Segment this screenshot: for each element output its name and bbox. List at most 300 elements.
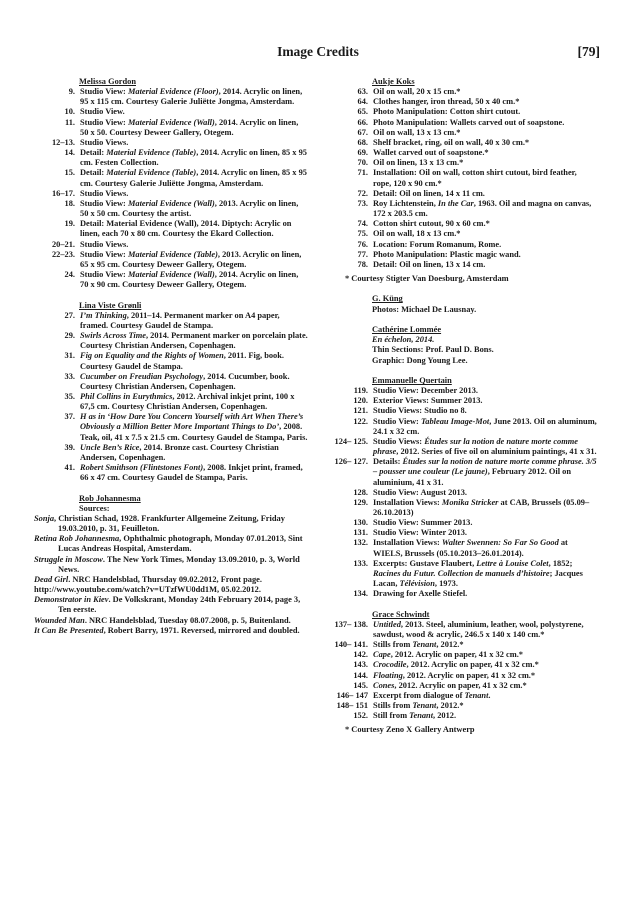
credit-text: , Christian Schad, 1928. Frankfurter Allgemeine Zeitung, Friday 19.03.2010, p. 31, Feuilleton. bbox=[54, 514, 285, 534]
entry-number: 75. bbox=[357, 229, 368, 239]
work-title: Tenant bbox=[409, 711, 434, 721]
work-title: Swirls Across Time bbox=[80, 331, 146, 341]
entry-number: 29. bbox=[64, 331, 75, 341]
entry-text bbox=[368, 528, 597, 538]
credit-text: , 2014. Acrylic on linen, 95 x 115 cm. Courtesy Galerie Juliëtte Jongma, Amsterdam. bbox=[80, 87, 303, 107]
entry-number: 128. bbox=[353, 487, 368, 497]
entry-number: 137– 138. bbox=[334, 619, 368, 629]
work-title: Sonja bbox=[34, 514, 55, 523]
credit-text: at WIELS, Brussels (05.10.2013–26.01.2014). bbox=[373, 538, 568, 558]
credit-entry bbox=[327, 437, 597, 457]
credit-entry bbox=[34, 463, 308, 483]
credit-text: Studio View: bbox=[80, 198, 128, 208]
entry-text bbox=[368, 229, 597, 239]
entry-text bbox=[368, 406, 597, 416]
entry-text bbox=[368, 488, 597, 498]
sources-list bbox=[34, 514, 308, 636]
credit-text: Installation Views: bbox=[373, 538, 442, 548]
source-item bbox=[34, 575, 308, 585]
credit-text: , Robert Barry, 1971. Reversed, mirrored and doubled. bbox=[103, 625, 300, 635]
entry-text bbox=[368, 691, 597, 701]
entry-text bbox=[368, 518, 597, 528]
entry-text bbox=[75, 311, 308, 331]
entry-number: 76. bbox=[357, 239, 368, 249]
credit-text: , 2014. Acrylic on linen, 50 x 50. Courtesy Deweer Gallery, Otegem. bbox=[80, 117, 299, 137]
credit-entry bbox=[327, 107, 597, 117]
credit-text: Shelf bracket, ring, oil on wall, 40 x 30 cm.* bbox=[373, 137, 530, 147]
entry-number: 22–23. bbox=[51, 249, 75, 259]
credit-entry bbox=[327, 518, 597, 528]
credit-entry bbox=[34, 372, 308, 392]
section-kung bbox=[327, 294, 597, 314]
credit-text: Studio View. bbox=[80, 107, 125, 117]
section-schwindt bbox=[327, 610, 597, 736]
credit-entry bbox=[34, 138, 308, 148]
entry-text bbox=[368, 219, 597, 229]
left-column bbox=[34, 77, 308, 646]
entry-text bbox=[75, 412, 308, 442]
credit-entry bbox=[34, 443, 308, 463]
work-title: Racines du Futur. Collection de manuels d’histoire bbox=[373, 568, 550, 578]
credit-line: Photos: Michael De Lausnay. bbox=[372, 304, 477, 314]
credit-list bbox=[327, 620, 597, 722]
section-heading: Grace Schwindt bbox=[372, 609, 430, 619]
entry-number: 16–17. bbox=[51, 188, 75, 198]
credit-entry bbox=[327, 240, 597, 250]
credit-entry bbox=[327, 386, 597, 396]
work-title: Robert Smithson (Flintstones Font) bbox=[80, 463, 204, 473]
section-heading: Emmanuelle Quertain bbox=[372, 375, 452, 385]
credit-text: , 2012.* bbox=[436, 701, 464, 711]
credit-entry bbox=[34, 240, 308, 250]
credit-text: , 2012. Archival inkjet print, 100 x 67,5 cm. Courtesy Christian Andersen, Copenhagen. bbox=[80, 391, 295, 412]
entry-number: 19. bbox=[64, 219, 75, 229]
entry-text bbox=[368, 640, 597, 650]
credit-text: Studio View: bbox=[80, 87, 128, 97]
section-gronli bbox=[34, 301, 308, 484]
entry-text bbox=[368, 128, 597, 138]
work-title: Walter Swennen: So Far So Good bbox=[441, 538, 559, 548]
credit-text: Studio View: bbox=[373, 416, 421, 426]
credit-text: Still from bbox=[373, 711, 410, 721]
page-number: [79] bbox=[577, 44, 600, 59]
credit-text: Studio Views. bbox=[80, 239, 129, 249]
work-title: Fig on Equality and the Rights of Women bbox=[80, 351, 224, 361]
entry-number: 20–21. bbox=[51, 239, 75, 249]
work-title: Cape bbox=[373, 650, 391, 660]
entry-number: 66. bbox=[357, 117, 368, 127]
section-johannesma bbox=[34, 494, 308, 636]
credit-entry bbox=[327, 158, 597, 168]
credit-text: Excerpt from dialogue of bbox=[373, 690, 465, 700]
credit-text: Studio View: December 2013. bbox=[373, 386, 478, 396]
credit-text: ; Jacques Lacan, bbox=[373, 568, 583, 589]
credit-entry bbox=[34, 219, 308, 239]
credit-entry bbox=[327, 488, 597, 498]
entry-number: 39. bbox=[64, 442, 75, 452]
right-column bbox=[327, 77, 597, 746]
credit-entry bbox=[327, 148, 597, 158]
work-title: Tenant bbox=[464, 690, 489, 700]
entry-number: 27. bbox=[64, 310, 75, 320]
courtesy-note: * Courtesy Zeno X Gallery Antwerp bbox=[345, 725, 475, 735]
work-title: Material Evidence (Wall) bbox=[127, 117, 215, 127]
credit-entry bbox=[34, 189, 308, 199]
section-koks bbox=[327, 77, 597, 284]
page-title: Image Credits bbox=[277, 44, 359, 59]
entry-text bbox=[368, 87, 597, 97]
entry-number: 69. bbox=[357, 148, 368, 158]
credit-entry bbox=[327, 396, 597, 406]
credit-entry bbox=[327, 640, 597, 650]
work-title: Material Evidence (Wall) bbox=[127, 269, 215, 279]
credit-text: , 2014. Acrylic on linen, 70 x 90 cm. Courtesy Deweer Gallery, Otegem. bbox=[80, 269, 299, 290]
entry-text bbox=[75, 168, 308, 188]
section-heading: Rob Johannesma bbox=[79, 493, 141, 503]
entry-number: 121. bbox=[353, 406, 368, 416]
credit-text: , 2011–14. Permanent marker on A4 paper, framed. Courtesy Gaudel de Stampa. bbox=[80, 310, 280, 330]
entry-number: 129. bbox=[353, 497, 368, 507]
credit-text: , February 2012. Oil on aluminium, 41 x 31. bbox=[373, 467, 571, 487]
entry-number: 33. bbox=[64, 371, 75, 381]
entry-text bbox=[368, 250, 597, 260]
entry-number: 71. bbox=[357, 168, 368, 178]
credit-text: , 2012. bbox=[433, 711, 457, 721]
work-title: Cones bbox=[373, 680, 395, 690]
credit-text: , 2008. Inkjet print, framed, 66 x 47 cm. Courtesy Gaudel de Stampa, Paris. bbox=[80, 463, 303, 483]
entry-text bbox=[368, 199, 597, 219]
entry-number: 70. bbox=[357, 158, 368, 168]
entry-text bbox=[368, 97, 597, 107]
source-item bbox=[34, 616, 308, 626]
credit-text: , 2014. Bronze cast. Courtesy Christian Andersen, Copenhagen. bbox=[80, 442, 279, 462]
credit-text: Studio Views. bbox=[80, 188, 129, 198]
courtesy-note: * Courtesy Stigter Van Doesburg, Amsterdam bbox=[345, 273, 509, 283]
credit-text: Clothes hanger, iron thread, 50 x 40 cm.* bbox=[373, 97, 520, 107]
work-title: Material Evidence (Table) bbox=[127, 249, 218, 259]
credit-line: Graphic: Dong Young Lee. bbox=[372, 355, 468, 365]
credit-entry bbox=[327, 87, 597, 97]
entry-number: 144. bbox=[353, 670, 368, 680]
credit-text: , 2013. Steel, aluminium, leather, wool, polystyrene, sawdust, wood & acrylic, 246.5 x 140 x 140 cm.* bbox=[373, 619, 584, 639]
entry-text bbox=[75, 443, 308, 463]
credit-text: , 2011. Fig, book. Courtesy Gaudel de Stampa. bbox=[80, 351, 284, 371]
section-gordon bbox=[34, 77, 308, 290]
credit-entry bbox=[327, 671, 597, 681]
credit-text: , 2014. Acrylic on linen, 85 x 95 cm. Courtesy Galerie Juliëtte Jongma, Amsterdam. bbox=[80, 168, 307, 188]
entry-number: 15. bbox=[64, 168, 75, 178]
credit-text: Studio View: bbox=[80, 269, 128, 279]
credit-text: at CAB, Brussels (05.09–26.10.2013) bbox=[373, 497, 590, 517]
source-item bbox=[34, 555, 308, 575]
entry-text bbox=[368, 240, 597, 250]
entry-number: 78. bbox=[357, 259, 368, 269]
work-title: I’m Thinking bbox=[80, 310, 127, 320]
work-title: Material Evidence (Table) bbox=[106, 168, 197, 178]
work-title: Phil Collins in Eurythmics bbox=[80, 391, 173, 401]
section-heading: Cathérine Lommée bbox=[372, 325, 442, 335]
section-lommee bbox=[327, 325, 597, 366]
entry-text bbox=[368, 660, 597, 670]
work-title: Demonstrator in Kiev bbox=[34, 595, 109, 605]
entry-text bbox=[75, 138, 308, 148]
entry-number: 142. bbox=[353, 650, 368, 660]
work-title: Études sur la notion de nature morte comme phrase bbox=[373, 436, 578, 457]
entry-text bbox=[75, 392, 308, 412]
credit-text: Studio Views. bbox=[80, 137, 129, 147]
credit-entry bbox=[327, 701, 597, 711]
work-title: Études sur la notion de nature morte comme phrase. 3/5 – pousser une couleur (Le jaune) bbox=[373, 457, 597, 477]
entry-text bbox=[75, 463, 308, 483]
credit-entry bbox=[34, 199, 308, 219]
work-title: H as in ‘How Dare You Concern Yourself with Art When There’s Obviously a Million Better More Important Things to Do’ bbox=[80, 412, 304, 432]
credit-text: Installation Views: bbox=[373, 497, 442, 507]
entry-number: 131. bbox=[353, 528, 368, 538]
entry-number: 126– 127. bbox=[334, 457, 368, 467]
credit-text: , 1963. Oil and magna on canvas, 172 x 203.5 cm. bbox=[373, 198, 592, 219]
entry-text bbox=[75, 219, 308, 239]
work-title: Material Evidence (Wall) bbox=[127, 198, 215, 208]
entry-number: 140– 141. bbox=[334, 640, 368, 650]
work-title: Tenant bbox=[412, 640, 437, 650]
credit-entry bbox=[34, 168, 308, 188]
credit-entry bbox=[327, 168, 597, 188]
work-title: Uncle Ben’s Rice bbox=[80, 442, 140, 452]
entry-text bbox=[368, 681, 597, 691]
credit-entry bbox=[34, 311, 308, 331]
entry-text bbox=[75, 351, 308, 371]
credit-text: http://www.youtube.com/watch?v=UTzfWU0dd1M, 05.02.2012. bbox=[34, 585, 261, 595]
work-title: Crocodile bbox=[373, 660, 407, 670]
entry-number: 9. bbox=[68, 87, 75, 97]
entry-number: 120. bbox=[353, 396, 368, 406]
entry-number: 12–13. bbox=[51, 137, 75, 147]
entry-text bbox=[75, 148, 308, 168]
entry-number: 37. bbox=[64, 412, 75, 422]
credit-text: Photo Manipulation: Cotton shirt cutout. bbox=[373, 107, 521, 117]
source-item bbox=[34, 514, 308, 534]
entry-text bbox=[368, 107, 597, 117]
entry-number: 10. bbox=[64, 107, 75, 117]
credit-text: , 2012. Acrylic on paper, 41 x 32 cm.* bbox=[394, 680, 527, 690]
credit-entry bbox=[327, 219, 597, 229]
entry-text bbox=[368, 559, 597, 589]
work-title: Struggle in Moscow bbox=[34, 554, 103, 564]
credit-text: . NRC Handelsblad, Thursday 09.02.2012, Front page. bbox=[68, 574, 262, 584]
credit-entry bbox=[327, 559, 597, 589]
credit-text: , 1852; bbox=[548, 558, 573, 568]
work-title: Untitled bbox=[373, 619, 401, 629]
work-title: En échelon, 2014. bbox=[372, 335, 435, 345]
credit-entry bbox=[327, 189, 597, 199]
work-title: Monika Stricker bbox=[441, 497, 499, 507]
credit-entry bbox=[327, 498, 597, 518]
entry-number: 152. bbox=[353, 711, 368, 721]
sources-label: Sources: bbox=[79, 503, 110, 513]
credit-text: Studio View: August 2013. bbox=[373, 487, 468, 497]
credit-entry bbox=[34, 250, 308, 270]
credit-entry bbox=[327, 229, 597, 239]
entry-text bbox=[75, 331, 308, 351]
entry-text bbox=[75, 107, 308, 117]
credit-text: Detail: bbox=[80, 168, 107, 178]
credit-entry bbox=[34, 87, 308, 107]
credit-text: , 2008. Teak, oil, 41 x 7.5 x 21.5 cm. Courtesy Gaudel de Stampa, Paris. bbox=[80, 422, 308, 442]
credit-text: Stills from bbox=[373, 640, 413, 650]
entry-text bbox=[368, 538, 597, 558]
entry-number: 18. bbox=[64, 198, 75, 208]
credit-entry bbox=[327, 711, 597, 721]
entry-number: 72. bbox=[357, 188, 368, 198]
work-title: Lettre à Louise Colet bbox=[476, 558, 549, 568]
entry-text bbox=[75, 199, 308, 219]
credit-entry bbox=[34, 118, 308, 138]
entry-text bbox=[75, 240, 308, 250]
section-quertain bbox=[327, 376, 597, 599]
credit-text: , 1973. bbox=[434, 579, 458, 589]
credit-entry bbox=[34, 270, 308, 290]
credit-entry bbox=[34, 392, 308, 412]
credit-text: Wallet carved out of soapstone.* bbox=[373, 148, 489, 158]
entry-number: 73. bbox=[357, 198, 368, 208]
entry-text bbox=[368, 386, 597, 396]
entry-text bbox=[368, 620, 597, 640]
credit-text: Details: bbox=[373, 457, 403, 467]
credit-text: Oil on wall, 18 x 13 cm.* bbox=[373, 229, 461, 239]
credit-text: Studio Views: bbox=[373, 436, 425, 446]
credit-list bbox=[327, 87, 597, 270]
entry-number: 145. bbox=[353, 680, 368, 690]
credit-entry bbox=[34, 148, 308, 168]
entry-text bbox=[368, 417, 597, 437]
credit-text: , 2012. Acrylic on paper, 41 x 32 cm.* bbox=[406, 660, 539, 670]
entry-text bbox=[368, 168, 597, 188]
entry-text bbox=[368, 396, 597, 406]
credit-entry bbox=[327, 97, 597, 107]
credit-text: Studio View: Summer 2013. bbox=[373, 518, 473, 528]
credit-text: , 2012. Acrylic on paper, 41 x 32 cm.* bbox=[402, 670, 536, 680]
entry-text bbox=[75, 118, 308, 138]
work-title: Material Evidence (Table) bbox=[106, 148, 197, 158]
section-heading: G. Küng bbox=[372, 294, 403, 304]
entry-number: 133. bbox=[353, 558, 368, 568]
credit-entry bbox=[327, 660, 597, 670]
entry-number: 143. bbox=[353, 660, 368, 670]
entry-number: 148– 151 bbox=[336, 701, 368, 711]
entry-text bbox=[368, 148, 597, 158]
credit-entry bbox=[34, 412, 308, 442]
credit-text: Photo Manipulation: Plastic magic wand. bbox=[373, 249, 521, 259]
credit-text: , Ophthalmic photograph, Monday 07.01.2013, Sint Lucas Andreas Hospital, Amsterdam. bbox=[58, 534, 303, 554]
entry-number: 11. bbox=[64, 117, 75, 127]
credit-text: Oil on wall, 13 x 13 cm.* bbox=[373, 127, 461, 137]
credit-text: , 2012. Acrylic on paper, 41 x 32 cm.* bbox=[390, 650, 523, 660]
credit-text: Installation: Oil on wall, cotton shirt cutout, bird feather, rope, 120 x 90 cm.* bbox=[373, 168, 577, 188]
credit-text: Oil on wall, 20 x 15 cm.* bbox=[373, 87, 461, 97]
entry-number: 134. bbox=[353, 589, 368, 599]
entry-number: 64. bbox=[357, 97, 368, 107]
credit-text: Studio View: bbox=[80, 249, 128, 259]
work-title: Tenant bbox=[412, 701, 437, 711]
credit-entry bbox=[327, 406, 597, 416]
section-heading: Melissa Gordon bbox=[79, 77, 136, 86]
credit-entry bbox=[327, 650, 597, 660]
credit-text: Excerpts: Gustave Flaubert, bbox=[373, 558, 477, 568]
entry-number: 122. bbox=[353, 416, 368, 426]
entry-number: 146– 147 bbox=[336, 690, 368, 700]
credit-text: . The New York Times, Monday 13.09.2010, p. 3, World News. bbox=[58, 554, 300, 574]
entry-text bbox=[368, 189, 597, 199]
entry-text bbox=[368, 650, 597, 660]
credit-text: Cotton shirt cutout, 90 x 60 cm.* bbox=[373, 219, 490, 229]
entry-text bbox=[368, 498, 597, 518]
work-title: Dead Girl bbox=[34, 574, 69, 584]
entry-number: 77. bbox=[357, 249, 368, 259]
credit-text: , 2013. Acrylic on linen, 50 x 50 cm. Courtesy the artist. bbox=[80, 198, 299, 219]
credit-entry bbox=[327, 681, 597, 691]
credit-entry bbox=[327, 589, 597, 599]
credit-entry bbox=[327, 260, 597, 270]
credit-text: Detail: Material Evidence (Wall), 2014. Diptych: Acrylic on linen, each 70 x 80 cm. Courtesy the Ekard Collection. bbox=[80, 219, 292, 239]
credit-entry bbox=[327, 138, 597, 148]
entry-text bbox=[75, 250, 308, 270]
entry-text bbox=[368, 118, 597, 128]
credit-text: Exterior Views: Summer 2013. bbox=[373, 396, 483, 406]
entry-text bbox=[368, 437, 597, 457]
credit-text: . De Volkskrant, Monday 24th February 2014, page 3, Ten eerste. bbox=[58, 595, 301, 615]
credit-text: Roy Lichtenstein, bbox=[373, 198, 438, 208]
credit-text: Studio View: Winter 2013. bbox=[373, 528, 467, 538]
entry-text bbox=[368, 457, 597, 487]
credit-text: , 2013. Acrylic on linen, 65 x 95 cm. Courtesy Deweer Gallery, Otegem. bbox=[80, 249, 302, 269]
work-title: Wounded Man bbox=[34, 615, 85, 625]
credit-text: , 2014. Acrylic on linen, 85 x 95 cm. Festen Collection. bbox=[80, 148, 307, 168]
entry-number: 24. bbox=[64, 269, 75, 279]
credit-list bbox=[34, 87, 308, 290]
credit-text: Photo Manipulation: Wallets carved out of soapstone. bbox=[373, 117, 565, 127]
credit-text: Stills from bbox=[373, 701, 413, 711]
credit-text: , June 2013. Oil on aluminum, 24.1 x 32 cm. bbox=[373, 416, 597, 436]
entry-number: 119. bbox=[353, 386, 368, 396]
credit-text: Drawing for Axelle Stiefel. bbox=[373, 589, 468, 599]
credit-text: Detail: bbox=[80, 148, 107, 158]
work-title: Floating bbox=[373, 670, 403, 680]
credit-entry bbox=[34, 107, 308, 117]
entry-text bbox=[368, 138, 597, 148]
work-title: Tableau Image-Mot bbox=[420, 416, 490, 426]
entry-text bbox=[75, 270, 308, 290]
credit-list bbox=[34, 311, 308, 484]
entry-text bbox=[368, 158, 597, 168]
entry-number: 35. bbox=[64, 391, 75, 401]
credit-text: Detail: Oil on linen, 13 x 14 cm. bbox=[373, 259, 486, 269]
entry-text bbox=[75, 87, 308, 107]
credit-entry bbox=[327, 128, 597, 138]
source-item bbox=[34, 595, 308, 615]
credit-entry bbox=[327, 691, 597, 701]
credit-line: Thin Sections: Prof. Paul D. Bons. bbox=[372, 345, 494, 355]
entry-number: 67. bbox=[357, 127, 368, 137]
source-item bbox=[34, 534, 308, 554]
credit-text: , 2012.* bbox=[436, 640, 464, 650]
entry-number: 68. bbox=[357, 137, 368, 147]
credit-entry bbox=[327, 528, 597, 538]
credit-text: , 2014. Cucumber, book. Courtesy Christian Andersen, Copenhagen. bbox=[80, 371, 290, 391]
entry-number: 130. bbox=[353, 518, 368, 528]
entry-number: 31. bbox=[64, 351, 75, 361]
credit-text: . bbox=[488, 690, 491, 700]
credit-text: Oil on linen, 13 x 13 cm.* bbox=[373, 158, 464, 168]
